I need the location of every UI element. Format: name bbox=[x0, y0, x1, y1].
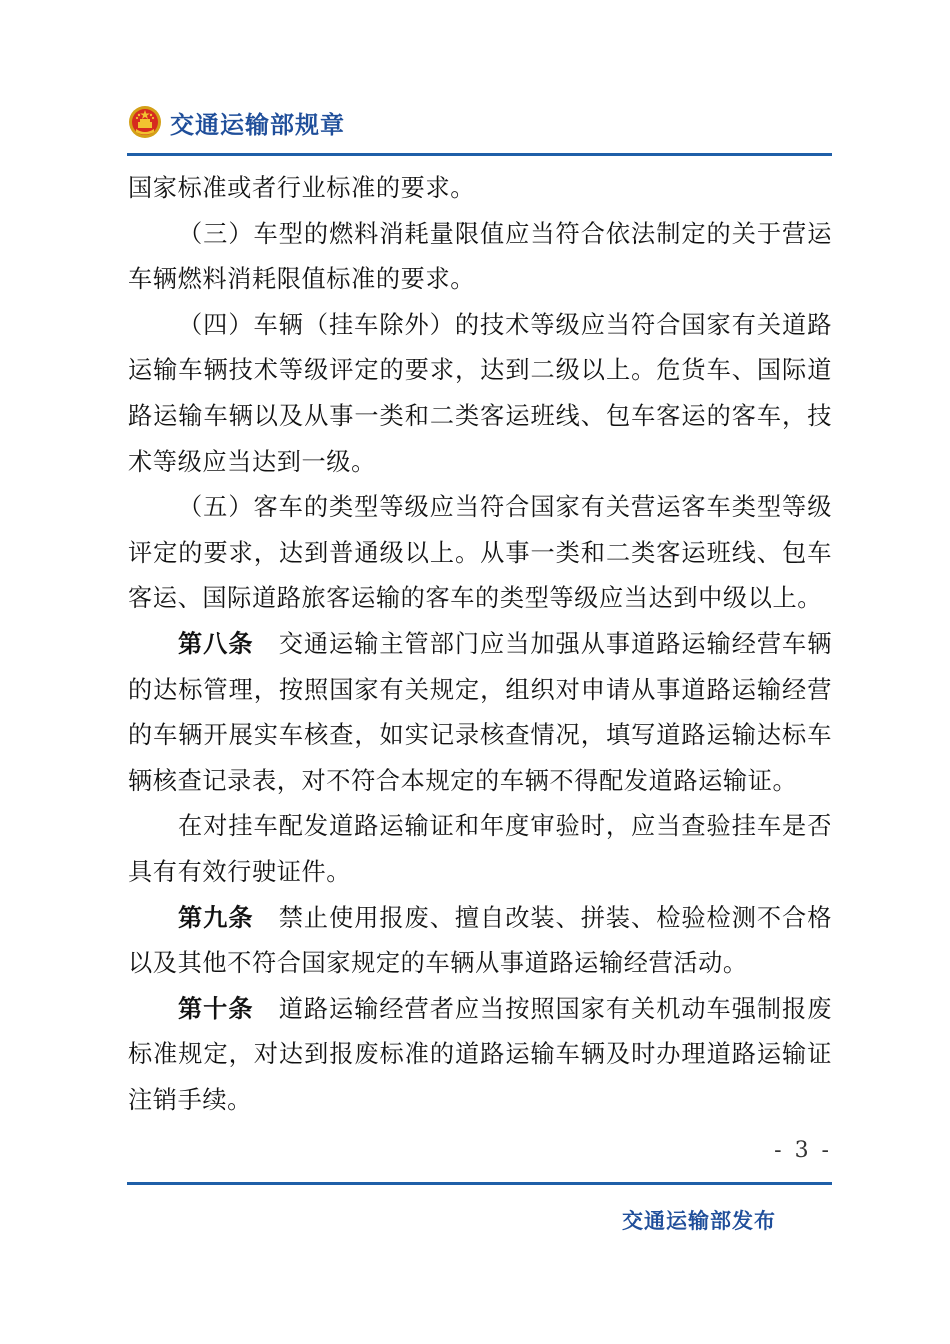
article-9-label: 第九条 bbox=[178, 903, 254, 932]
footer-rule bbox=[127, 1182, 832, 1185]
header-title: 交通运输部规章 bbox=[170, 110, 345, 139]
header-rule bbox=[127, 153, 832, 156]
article-8-label: 第八条 bbox=[178, 629, 254, 658]
document-body bbox=[128, 166, 832, 1123]
page-header bbox=[128, 100, 345, 144]
paragraph-item-5: （五）客车的类型等级应当符合国家有关营运客车类型等级评定的要求，达到普通级以上。从事一类和二类客运班线、包车客运、国际道路旅客运输的客车的类型等级应当达到中级以上。 bbox=[128, 493, 832, 613]
article-10-label: 第十条 bbox=[178, 994, 254, 1023]
article-10-text: 道路运输经营者应当按照国家有关机动车强制报废标准规定，对达到报废标准的道路运输车辆及时办理道路运输证注销手续。 bbox=[128, 994, 832, 1114]
article-9 bbox=[128, 896, 832, 987]
article-9-text: 禁止使用报废、擅自改装、拼装、检验检测不合格以及其他不符合国家规定的车辆从事道路运输经营活动。 bbox=[128, 903, 832, 978]
article-8 bbox=[128, 622, 832, 804]
article-8-text: 交通运输主管部门应当加强从事道路运输经营车辆的达标管理，按照国家有关规定，组织对申请从事道路运输经营的车辆开展实车核查，如实记录核查情况，填写道路运输达标车辆核查记录表，对不符合本规定的车辆不得配发道路运输证。 bbox=[128, 629, 832, 795]
paragraph-item-3: （三）车型的燃料消耗量限值应当符合依法制定的关于营运车辆燃料消耗限值标准的要求。 bbox=[128, 219, 832, 294]
paragraph-trailer-check: 在对挂车配发道路运输证和年度审验时，应当查验挂车是否具有有效行驶证件。 bbox=[128, 812, 832, 886]
footer-publisher: 交通运输部发布 bbox=[622, 1209, 776, 1233]
article-10 bbox=[128, 987, 832, 1124]
paragraph-item-4: （四）车辆（挂车除外）的技术等级应当符合国家有关道路运输车辆技术等级评定的要求，达到二级以上。危货车、国际道路运输车辆以及从事一类和二类客运班线、包车客运的客车，技术等级应当达到一级。 bbox=[128, 310, 832, 476]
page-number: - 3 - bbox=[774, 1138, 832, 1163]
national-emblem-icon bbox=[128, 105, 162, 139]
paragraph-continuation: 国家标准或者行业标准的要求。 bbox=[128, 174, 476, 202]
